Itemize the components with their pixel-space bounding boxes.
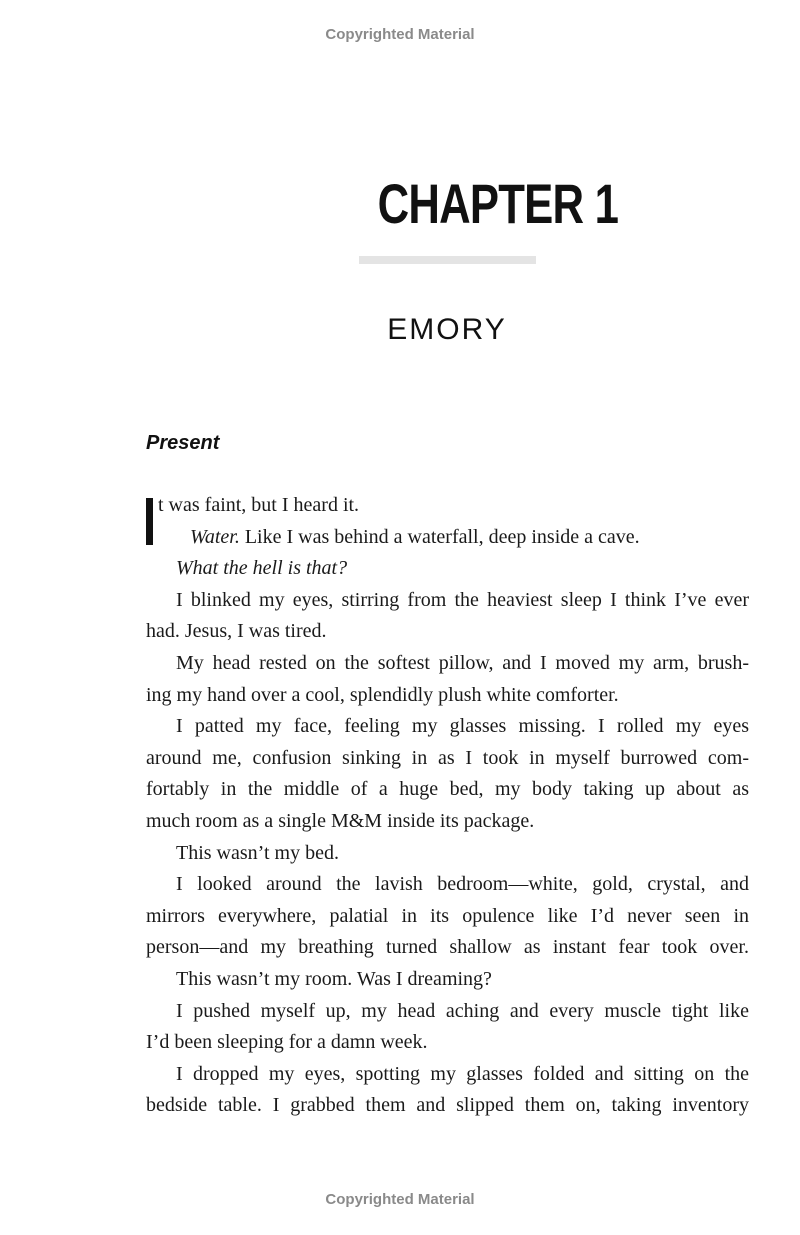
body-line: t was faint, but I heard it. xyxy=(158,494,360,516)
body-line: fortably in the middle of a huge bed, my body taking up about as xyxy=(146,778,749,801)
body-line: ing my hand over a cool, splendidly plush white comforter. xyxy=(146,683,619,706)
body-line: I pushed myself up, my head aching and every muscle tight like xyxy=(176,999,749,1022)
body-line: I’d been sleeping for a damn week. xyxy=(146,1031,428,1054)
body-line: bedside table. I grabbed them and slipped them on, taking inventory xyxy=(146,1094,749,1117)
body-line: I dropped my eyes, spotting my glasses folded and sitting on the xyxy=(176,1062,749,1085)
copyright-watermark-top: Copyrighted Material xyxy=(325,26,475,43)
body-line: My head rested on the softest pillow, and I moved my arm, brush- xyxy=(176,651,749,674)
section-label: Present xyxy=(146,432,220,454)
body-line: I patted my face, feeling my glasses missing. I rolled my eyes xyxy=(176,715,749,738)
body-text xyxy=(146,490,749,1122)
body-line-rest: Like I was behind a waterfall, deep inside a cave. xyxy=(239,525,640,548)
body-line: I looked around the lavish bedroom—white, gold, crystal, and xyxy=(176,873,749,896)
body-emphasis: What the hell is that? xyxy=(176,557,348,580)
body-line: I blinked my eyes, stirring from the heaviest sleep I think I’ve ever xyxy=(176,588,749,611)
body-line: mirrors everywhere, palatial in its opulence like I’d never seen in xyxy=(146,904,749,927)
body-line xyxy=(146,553,749,585)
body-line: This wasn’t my bed. xyxy=(176,841,339,864)
copyright-watermark-bottom: Copyrighted Material xyxy=(325,1191,475,1208)
body-line: much room as a single M&M inside its package. xyxy=(146,809,535,832)
chapter-divider xyxy=(359,256,536,264)
body-line: person—and my breathing turned shallow as instant fear took over. xyxy=(146,936,749,959)
chapter-title: CHAPTER 1 xyxy=(377,172,619,235)
body-line: This wasn’t my room. Was I dreaming? xyxy=(176,967,492,990)
body-emphasis: Water. xyxy=(190,525,240,548)
body-line: had. Jesus, I was tired. xyxy=(146,620,327,643)
chapter-pov-name: EMORY xyxy=(387,313,507,346)
body-line: around me, confusion sinking in as I took in myself burrowed com- xyxy=(146,746,749,769)
body-line xyxy=(146,522,749,554)
